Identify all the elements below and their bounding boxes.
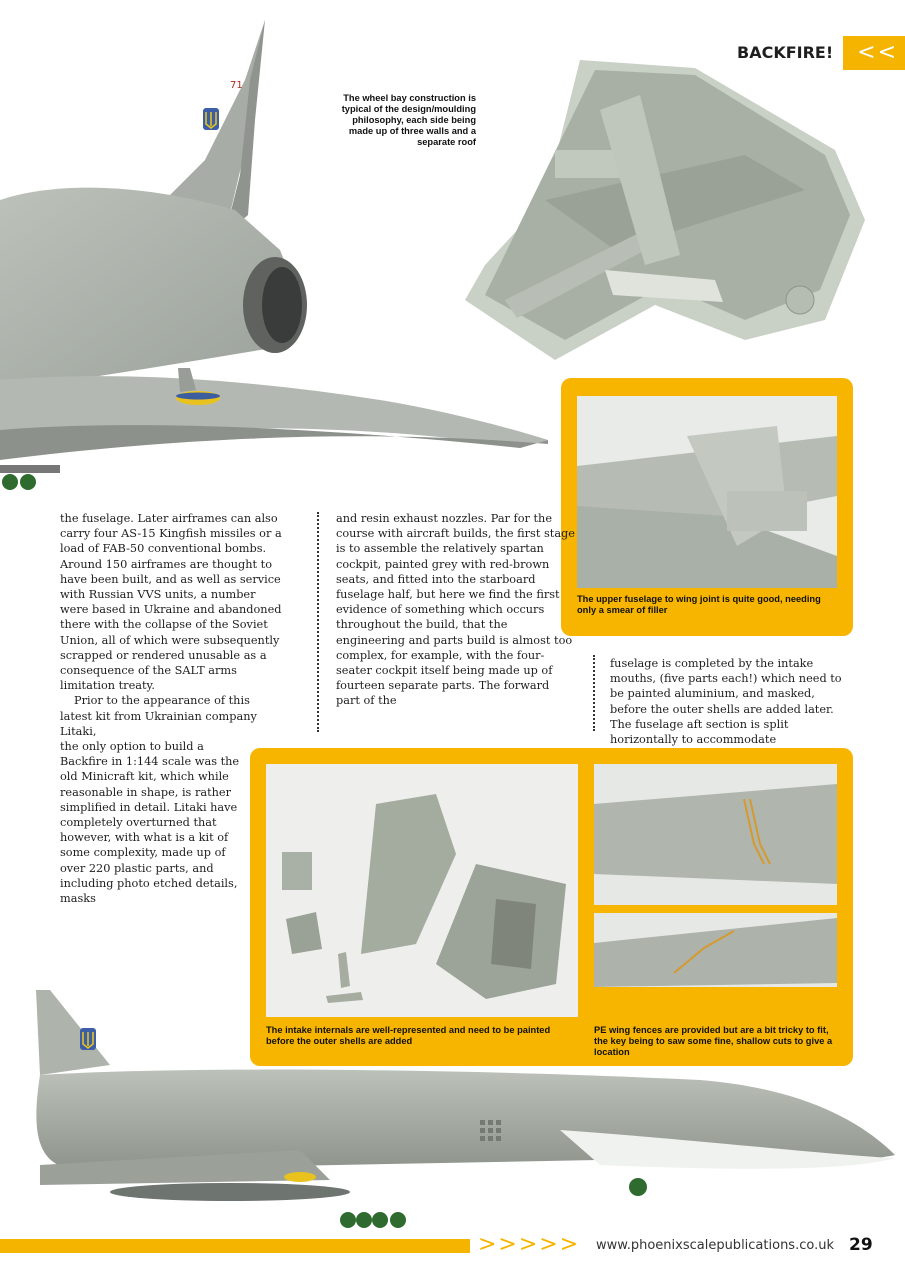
column-divider-2 <box>593 655 595 731</box>
publisher-url[interactable]: www.phoenixscalepublications.co.uk <box>596 1238 834 1253</box>
wing-joint-photo <box>577 396 837 588</box>
wing-fence-photo-1 <box>594 764 837 905</box>
column-divider-1 <box>317 512 319 732</box>
footer-bar <box>0 1239 470 1253</box>
intake-caption: The intake internals are well-represented and need to be painted before the outer shells are added <box>266 1025 551 1046</box>
forward-chevrons-icon: >>>>> <box>478 1232 581 1257</box>
section-label: BACKFIRE! <box>727 36 843 70</box>
wing-fence-caption: PE wing fences are provided but are a bit tricky to fit, the key being to saw some fine, shallow cuts to give a location <box>594 1025 833 1057</box>
column-1-continuation: the only option to build a Backfire in 1:144 scale was the old Minicraft kit, which while reasonable in shape, is rather simplified in detail. Litaki have completely overturned that however, with what is a kit of some complexity, made up of over 220 plastic parts, and including photo etched details, masks <box>60 740 240 906</box>
column-3-text: fuselage is completed by the intake mouths, (five parts each!) which need to be painted aluminium, and masked, before the outer shells are added later. The fuselage aft section is split horizontally to accommodate <box>610 657 842 747</box>
wheel-bay-caption: The wheel bay construction is typical of the design/moulding philosophy, each side being made up of three walls and a separate roof <box>341 93 476 147</box>
wheel-bay-photo <box>445 40 875 370</box>
wing-joint-caption: The upper fuselage to wing joint is quite good, needing only a smear of filler <box>577 594 821 615</box>
column-1-paragraph-2: Prior to the appearance of this latest kit from Ukrainian company Litaki, <box>60 694 257 738</box>
column-1-paragraph-1: the fuselage. Later airframes can also carry four AS-15 Kingfish missiles or a load of FAB-50 conventional bombs. Around 150 airframes are thought to have been built, and as well as service with Russian VVS units, a number were based in Ukraine and abandoned there with the collapse of the Soviet Union, all of which were subsequently scrapped or rendered unusable as a consequence of the SALT arms limitation treaty. <box>60 512 282 693</box>
tail-number: 71 <box>230 80 243 91</box>
page-number: 29 <box>849 1235 873 1255</box>
column-2-text: and resin exhaust nozzles. Par for the course with aircraft builds, the first stage is to assemble the relatively spartan cockpit, painted grey with red-brown seats, and fitted into the starboard fuselage half, but here we find the first evidence of something which occurs throughout the build, that the engineering and parts build is almost too complex, for example, with the four-seater cockpit itself being made up of fourteen separate parts. The forward part of the <box>336 512 575 708</box>
wing-fence-photo-2 <box>594 913 837 987</box>
column-1-text <box>60 511 285 739</box>
back-chevrons-icon: << <box>843 36 905 70</box>
aircraft-side-photo <box>0 980 905 1232</box>
